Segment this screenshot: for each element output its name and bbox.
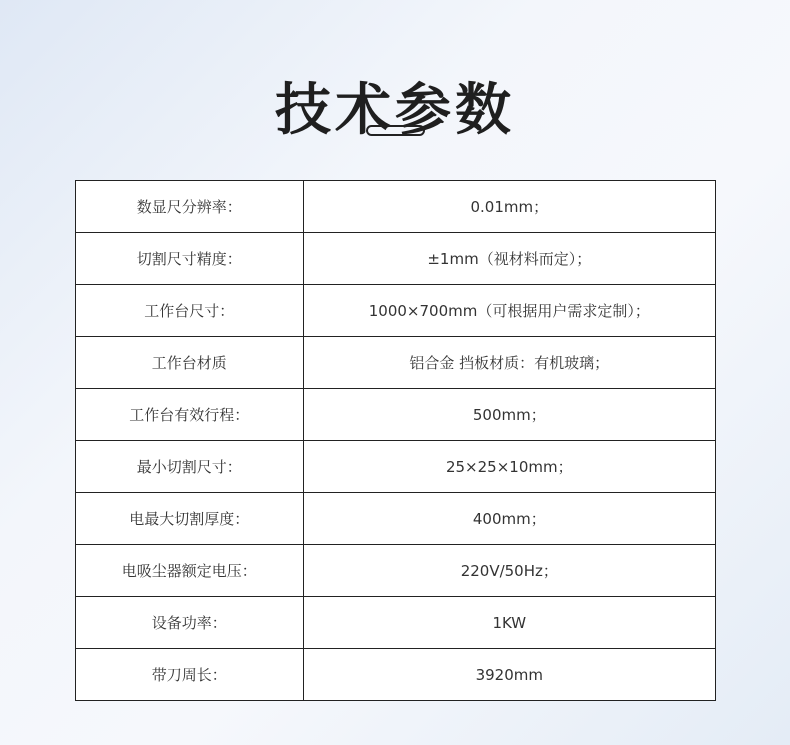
spec-label: 设备功率： <box>76 597 304 649</box>
spec-label: 工作台材质 <box>76 337 304 389</box>
spec-value: 25×25×10mm； <box>303 441 715 493</box>
spec-value: ±1mm（视材料而定）； <box>303 233 715 285</box>
spec-label: 电最大切割厚度： <box>76 493 304 545</box>
table-row <box>76 597 716 649</box>
table-row <box>76 233 716 285</box>
table-row <box>76 649 716 701</box>
spec-label: 数显尺分辨率： <box>76 181 304 233</box>
table-row <box>76 545 716 597</box>
spec-label: 工作台有效行程： <box>76 389 304 441</box>
table-row <box>76 389 716 441</box>
page-title: 技术参数 <box>275 77 515 143</box>
spec-label: 最小切割尺寸： <box>76 441 304 493</box>
table-row <box>76 337 716 389</box>
specs-table <box>75 180 716 701</box>
table-row <box>76 285 716 337</box>
spec-value: 500mm； <box>303 389 715 441</box>
table-row <box>76 181 716 233</box>
spec-value: 220V/50Hz； <box>303 545 715 597</box>
table-row <box>76 493 716 545</box>
spec-value: 400mm； <box>303 493 715 545</box>
spec-value: 1000×700mm（可根据用户需求定制）； <box>303 285 715 337</box>
spec-label: 带刀周长： <box>76 649 304 701</box>
spec-value: 1KW <box>303 597 715 649</box>
spec-value: 铝合金 挡板材质：有机玻璃； <box>303 337 715 389</box>
spec-label: 切割尺寸精度： <box>76 233 304 285</box>
table-row <box>76 441 716 493</box>
title-underline <box>366 125 425 136</box>
spec-label: 电吸尘器额定电压： <box>76 545 304 597</box>
spec-label: 工作台尺寸： <box>76 285 304 337</box>
spec-value: 3920mm <box>303 649 715 701</box>
spec-value: 0.01mm； <box>303 181 715 233</box>
